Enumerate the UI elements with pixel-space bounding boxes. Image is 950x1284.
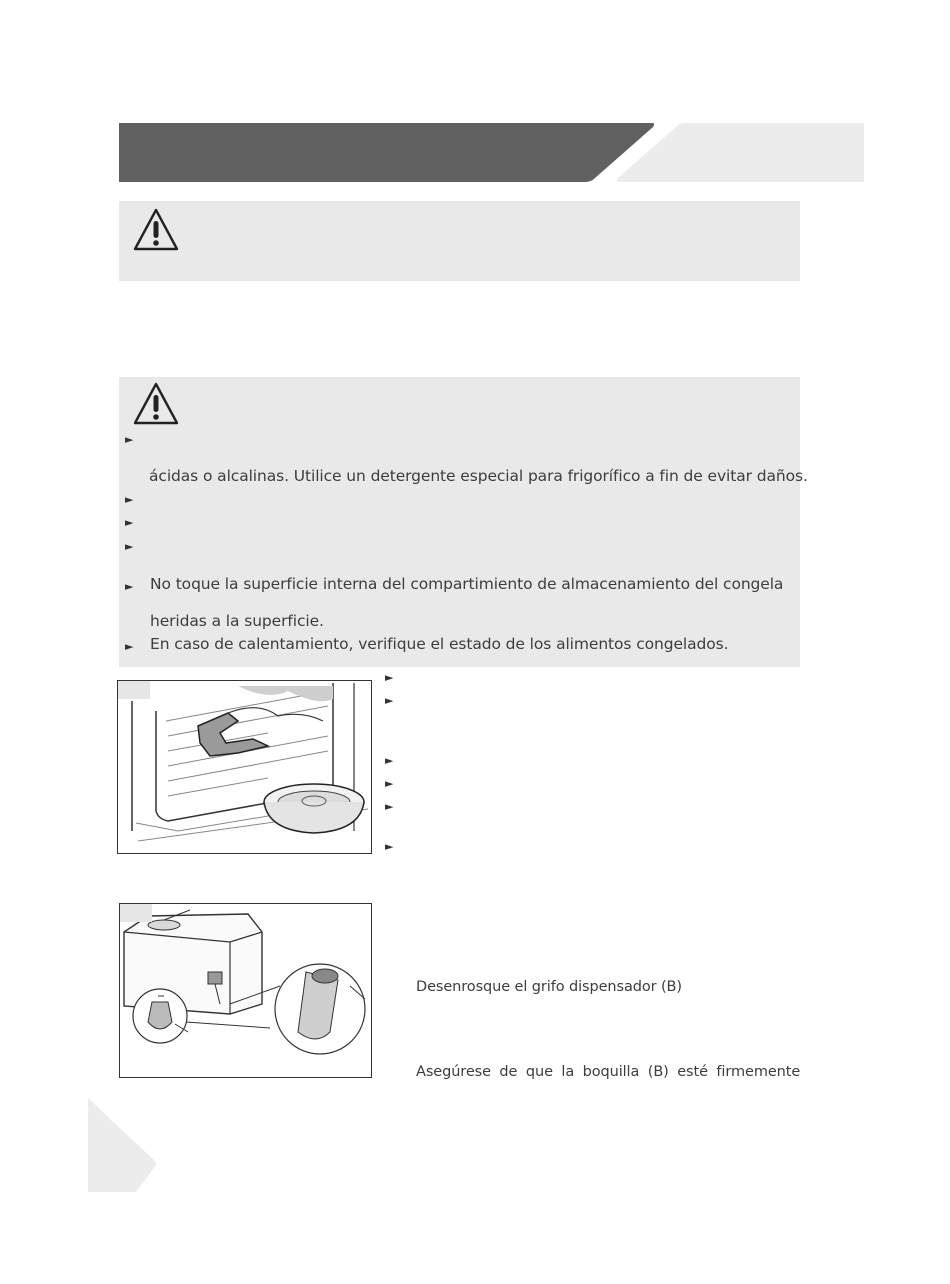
section-header-tab — [614, 123, 864, 182]
figure-tag — [120, 904, 152, 922]
bullet-marker: ► — [125, 516, 134, 529]
page-corner-tab — [88, 1098, 158, 1192]
freezer-defrost-drawing — [118, 681, 371, 853]
bullet-marker: ► — [125, 580, 134, 593]
warning-text-line: No toque la superficie interna del compartimiento de almacenamiento del congela — [150, 575, 784, 593]
bullet-marker: ► — [385, 754, 394, 767]
bullet-marker: ► — [125, 640, 134, 653]
warning-text-line: En caso de calentamiento, verifique el estado de los alimentos congelados. — [150, 635, 729, 653]
bullet-marker: ► — [125, 540, 134, 553]
bullet-marker: ► — [385, 694, 394, 707]
water-tank-illustration — [119, 903, 372, 1078]
nozzle-instruction: Asegúrese de que la boquilla (B) esté firmemente — [416, 1064, 801, 1080]
warning-box-1 — [119, 201, 800, 281]
section-header-bar — [119, 123, 654, 182]
warning-triangle-icon — [132, 381, 180, 427]
bullet-marker: ► — [385, 777, 394, 790]
warning-text-line: ácidas o alcalinas. Utilice un detergente especial para frigorífico a fin de evitar daños. — [149, 467, 808, 485]
warning-box-2 — [119, 377, 808, 667]
dispenser-tank-drawing — [120, 904, 371, 1077]
defrost-illustration — [117, 680, 372, 854]
bullet-marker: ► — [385, 671, 394, 684]
bullet-marker: ► — [385, 840, 394, 853]
bullet-marker: ► — [125, 493, 134, 506]
warning-triangle-icon — [132, 207, 180, 253]
unscrew-instruction: Desenrosque el grifo dispensador (B) — [416, 979, 682, 995]
bullet-marker: ► — [125, 433, 134, 446]
warning-text-line: heridas a la superficie. — [150, 612, 324, 630]
bullet-marker: ► — [385, 800, 394, 813]
figure-tag — [118, 681, 150, 699]
